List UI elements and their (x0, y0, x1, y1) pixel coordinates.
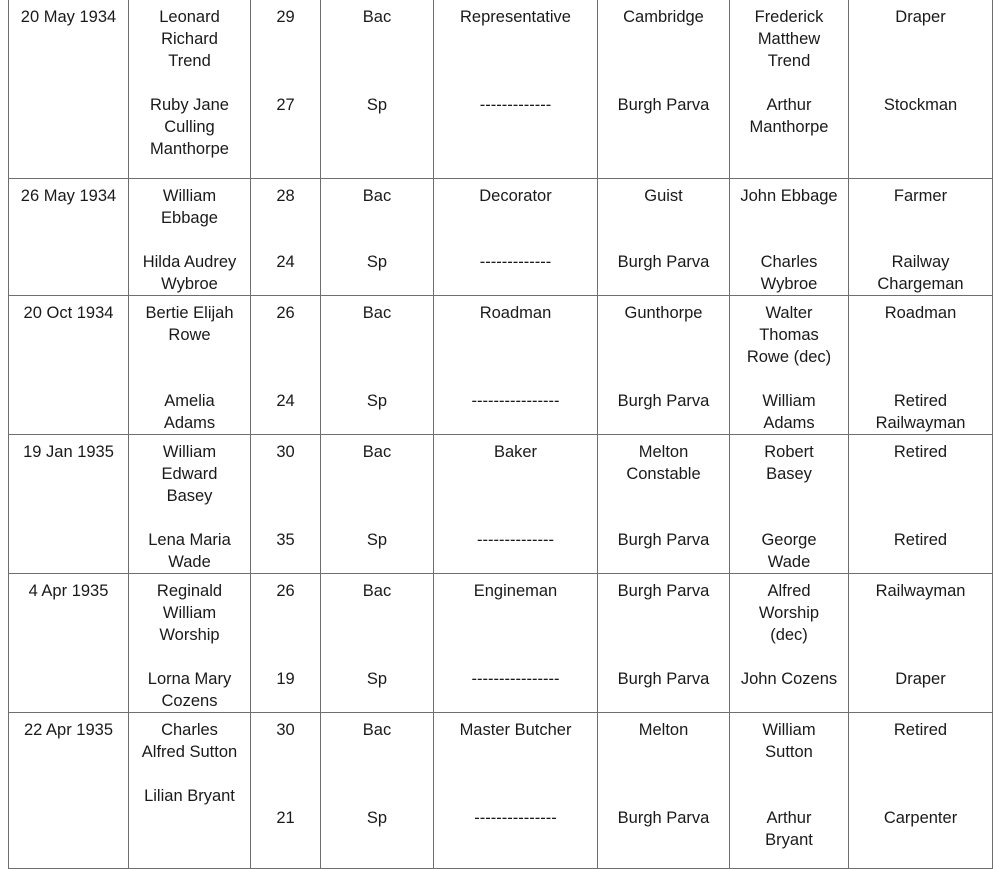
cell-text-line (326, 207, 428, 229)
residence-cell (598, 434, 730, 573)
cell-text-line (603, 324, 724, 346)
cell-text-line: 19 (276, 669, 295, 688)
cell-text-line (326, 785, 428, 807)
cell-text-line (854, 463, 987, 485)
cell-text-line (735, 646, 843, 668)
cell-text-line (439, 507, 592, 529)
cell-text-line: --------------- (474, 808, 557, 827)
cell-text-line: Sp (366, 808, 388, 827)
cell-text-line (439, 646, 592, 668)
cell-text-line: 26 (276, 581, 295, 600)
cell-text-line (854, 368, 987, 390)
cell-text-line (326, 463, 428, 485)
cell-text-line: Burgh Parva (617, 252, 710, 271)
names-cell (129, 178, 251, 295)
cell-text-line: Sp (366, 669, 388, 688)
cell-text-line (854, 485, 987, 507)
cell-text-line (854, 785, 987, 807)
register-entry-row (9, 712, 993, 868)
cell-text-line: Charles (161, 720, 218, 739)
cell-text-line: Basey (766, 464, 812, 483)
cell-text-line (439, 741, 592, 763)
cell-text-line: Sp (366, 252, 388, 271)
cell-text-line: Roadman (884, 303, 957, 322)
cell-text-line (326, 346, 428, 368)
register-entry-row (9, 573, 993, 712)
cell-text-line: Bac (362, 442, 392, 461)
cell-text-line: Bac (362, 186, 392, 205)
cell-text-line (439, 346, 592, 368)
cell-text-line (326, 324, 428, 346)
cell-text-line: ------------- (479, 96, 552, 114)
profession-cell (434, 178, 598, 295)
cell-text-line: Amelia (164, 391, 215, 410)
fathers-name-cell (730, 573, 849, 712)
cell-text-line (854, 763, 987, 785)
cell-text-line (134, 763, 245, 785)
residence-cell (598, 295, 730, 434)
cell-text-line: ------------- (479, 252, 552, 271)
cell-text-line (134, 346, 245, 368)
cell-text-line (603, 28, 724, 50)
cell-text-line: Railwayman (875, 581, 966, 600)
cell-text-line: Gunthorpe (624, 303, 703, 322)
cell-text-line: Burgh Parva (617, 391, 710, 410)
cell-text-line: 24 (276, 252, 295, 271)
cell-text-line: Guist (644, 186, 683, 205)
cell-text-line (854, 646, 987, 668)
condition-cell (321, 0, 434, 178)
cell-text-line: Manthorpe (150, 140, 229, 158)
cell-text-line: (dec) (770, 625, 808, 644)
cell-text-line (326, 602, 428, 624)
cell-text-line (439, 485, 592, 507)
cell-text-line (256, 507, 315, 529)
cell-text-line (854, 507, 987, 529)
cell-text-line (326, 368, 428, 390)
cell-text-line: Thomas (759, 325, 819, 344)
cell-text-line (439, 602, 592, 624)
cell-text-line (439, 763, 592, 785)
cell-text-line: Lena Maria (148, 530, 231, 549)
cell-text-line (439, 207, 592, 229)
date-cell (9, 573, 129, 712)
cell-text-line (854, 72, 987, 94)
cell-text-line (735, 207, 843, 229)
fathers-profession-cell (849, 573, 993, 712)
cell-text-line: Retired (893, 442, 948, 461)
cell-text-line: Railway (891, 252, 950, 271)
cell-text-line: Wade (168, 552, 211, 571)
cell-text-line (735, 763, 843, 785)
cell-text-line: Trend (168, 52, 211, 70)
cell-text-line (256, 346, 315, 368)
names-cell (129, 573, 251, 712)
cell-text-line: Bryant (765, 830, 813, 849)
cell-text-line: 24 (276, 391, 295, 410)
cell-text-line (854, 324, 987, 346)
cell-text-line: -------------- (477, 530, 554, 549)
cell-text-line: Bac (362, 720, 392, 739)
cell-text-line: 20 May 1934 (20, 8, 117, 26)
condition-cell (321, 295, 434, 434)
names-cell (129, 434, 251, 573)
cell-text-line: William (162, 186, 217, 205)
cell-text-line: Matthew (757, 30, 821, 48)
register-entry-row (9, 434, 993, 573)
fathers-profession-cell (849, 434, 993, 573)
cell-text-line: Richard (161, 30, 218, 48)
date-cell (9, 0, 129, 178)
ages-cell (251, 434, 321, 573)
residence-cell (598, 573, 730, 712)
cell-text-line (256, 485, 315, 507)
cell-text-line: Roadman (479, 303, 552, 322)
cell-text-line (735, 507, 843, 529)
cell-text-line: Rowe (dec) (746, 347, 832, 366)
fathers-profession-cell (849, 178, 993, 295)
cell-text-line (735, 229, 843, 251)
date-cell (9, 295, 129, 434)
cell-text-line: 4 Apr 1935 (28, 581, 109, 600)
cell-text-line (854, 741, 987, 763)
cell-text-line (603, 229, 724, 251)
register-entry-row (9, 295, 993, 434)
cell-text-line (439, 324, 592, 346)
cell-text-line: Trend (767, 52, 811, 70)
condition-cell (321, 434, 434, 573)
cell-text-line: John Cozens (740, 669, 838, 688)
profession-cell (434, 434, 598, 573)
cell-text-line: Charles (760, 252, 818, 271)
cell-text-line: ---------------- (471, 669, 560, 688)
cell-text-line (439, 50, 592, 72)
cell-text-line: 35 (276, 530, 295, 549)
fathers-name-cell (730, 295, 849, 434)
cell-text-line (256, 50, 315, 72)
register-entry-row (9, 178, 993, 295)
profession-cell (434, 712, 598, 868)
cell-text-line (326, 229, 428, 251)
cell-text-line: 20 Oct 1934 (23, 303, 114, 322)
cell-text-line: Burgh Parva (617, 669, 710, 688)
profession-cell (434, 573, 598, 712)
cell-text-line: Bertie Elijah (145, 303, 234, 322)
fathers-name-cell (730, 178, 849, 295)
ages-cell (251, 573, 321, 712)
cell-text-line: Melton (638, 720, 689, 739)
cell-text-line: Lilian Bryant (144, 786, 235, 805)
condition-cell (321, 573, 434, 712)
cell-text-line (439, 28, 592, 50)
cell-text-line: Adams (163, 413, 216, 432)
cell-text-line (603, 763, 724, 785)
cell-text-line (326, 741, 428, 763)
cell-text-line (603, 50, 724, 72)
cell-text-line: Retired (893, 530, 948, 549)
cell-text-line: Decorator (479, 186, 552, 205)
cell-text-line (854, 28, 987, 50)
cell-text-line (603, 207, 724, 229)
cell-text-line: 29 (276, 8, 295, 26)
cell-text-line (603, 624, 724, 646)
cell-text-line: Lorna Mary (147, 669, 232, 688)
fathers-name-cell (730, 0, 849, 178)
cell-text-line (603, 602, 724, 624)
cell-text-line: Adams (763, 413, 815, 432)
cell-text-line: Wybroe (760, 274, 818, 293)
cell-text-line (854, 50, 987, 72)
names-cell (129, 295, 251, 434)
cell-text-line: Chargeman (877, 274, 964, 293)
cell-text-line: Retired (893, 391, 948, 410)
cell-text-line: 21 (276, 808, 295, 827)
cell-text-line (256, 229, 315, 251)
cell-text-line (439, 624, 592, 646)
cell-text-line: Stockman (883, 96, 958, 114)
cell-text-line (134, 368, 245, 390)
cell-text-line (256, 28, 315, 50)
cell-text-line: Representative (460, 8, 571, 26)
residence-cell (598, 178, 730, 295)
cell-text-line (256, 624, 315, 646)
cell-text-line (256, 463, 315, 485)
cell-text-line: 26 (276, 303, 295, 322)
cell-text-line (603, 485, 724, 507)
cell-text-line: Worship (758, 603, 820, 622)
cell-text-line: Arthur (766, 808, 812, 827)
cell-text-line: Farmer (893, 186, 948, 205)
cell-text-line: Culling (164, 118, 215, 136)
cell-text-line: Draper (895, 8, 946, 26)
cell-text-line: ---------------- (471, 391, 560, 410)
cell-text-line: 28 (276, 186, 295, 205)
cell-text-line (439, 463, 592, 485)
cell-text-line (603, 646, 724, 668)
cell-text-line (326, 50, 428, 72)
cell-text-line (854, 229, 987, 251)
condition-cell (321, 178, 434, 295)
cell-text-line: Bac (362, 8, 392, 26)
fathers-profession-cell (849, 0, 993, 178)
cell-text-line (256, 602, 315, 624)
cell-text-line: Retired (893, 720, 948, 739)
cell-text-line (603, 507, 724, 529)
cell-text-line: John Ebbage (740, 186, 838, 205)
cell-text-line (256, 785, 315, 807)
fathers-profession-cell (849, 712, 993, 868)
cell-text-line: Draper (895, 669, 946, 688)
ages-cell (251, 712, 321, 868)
profession-cell (434, 295, 598, 434)
cell-text-line: 27 (276, 96, 295, 114)
cell-text-line (134, 229, 245, 251)
date-cell (9, 712, 129, 868)
cell-text-line (439, 785, 592, 807)
cell-text-line (735, 72, 843, 94)
cell-text-line: Melton (638, 442, 689, 461)
cell-text-line (256, 207, 315, 229)
cell-text-line (735, 485, 843, 507)
cell-text-line: Basey (166, 486, 213, 505)
fathers-name-cell (730, 712, 849, 868)
cell-text-line: Ruby Jane (150, 96, 229, 114)
cell-text-line (326, 646, 428, 668)
cell-text-line: Reginald (156, 581, 223, 600)
cell-text-line: Burgh Parva (617, 808, 710, 827)
cell-text-line (603, 741, 724, 763)
register-entry-row (9, 0, 993, 178)
cell-text-line (854, 207, 987, 229)
cell-text-line: Bac (362, 303, 392, 322)
cell-text-line: 19 Jan 1935 (23, 442, 114, 461)
cell-text-line: Sp (366, 530, 388, 549)
cell-text-line (326, 485, 428, 507)
cell-text-line (256, 368, 315, 390)
marriage-register-table (8, 0, 993, 869)
ages-cell (251, 295, 321, 434)
cell-text-line: Wade (767, 552, 811, 571)
cell-text-line: Burgh Parva (617, 530, 710, 549)
cell-text-line (256, 763, 315, 785)
cell-text-line: Carpenter (883, 808, 958, 827)
cell-text-line (326, 507, 428, 529)
cell-text-line (256, 741, 315, 763)
cell-text-line: 26 May 1934 (20, 186, 117, 205)
cell-text-line (439, 229, 592, 251)
date-cell (9, 178, 129, 295)
cell-text-line: Railwayman (875, 413, 966, 432)
fathers-profession-cell (849, 295, 993, 434)
ages-cell (251, 178, 321, 295)
cell-text-line: Burgh Parva (617, 96, 710, 114)
cell-text-line: Cambridge (623, 8, 704, 26)
cell-text-line: Rowe (168, 325, 211, 344)
condition-cell (321, 712, 434, 868)
cell-text-line: Sutton (765, 742, 813, 761)
cell-text-line: Hilda Audrey (142, 252, 237, 271)
cell-text-line: 30 (276, 720, 295, 739)
residence-cell (598, 0, 730, 178)
cell-text-line (256, 646, 315, 668)
cell-text-line: Cozens (161, 691, 218, 710)
cell-text-line: Alfred (767, 581, 811, 600)
cell-text-line (603, 785, 724, 807)
cell-text-line (603, 346, 724, 368)
cell-text-line (256, 72, 315, 94)
cell-text-line: Manthorpe (749, 118, 829, 136)
cell-text-line: William (762, 391, 816, 410)
fathers-name-cell (730, 434, 849, 573)
cell-text-line (735, 785, 843, 807)
cell-text-line (854, 346, 987, 368)
cell-text-line: Walter (765, 303, 813, 322)
cell-text-line: Wybroe (161, 274, 218, 293)
cell-text-line: George (761, 530, 817, 549)
cell-text-line (326, 72, 428, 94)
cell-text-line: Sp (366, 96, 388, 114)
cell-text-line (256, 324, 315, 346)
ages-cell (251, 0, 321, 178)
cell-text-line (603, 368, 724, 390)
cell-text-line (735, 368, 843, 390)
cell-text-line: William (162, 442, 217, 461)
cell-text-line (134, 507, 245, 529)
cell-text-line (854, 602, 987, 624)
names-cell (129, 0, 251, 178)
cell-text-line: William (162, 603, 217, 622)
cell-text-line: Sp (366, 391, 388, 410)
cell-text-line: Burgh Parva (617, 581, 710, 600)
cell-text-line: Master Butcher (459, 720, 572, 739)
cell-text-line: 22 Apr 1935 (24, 720, 113, 739)
cell-text-line (854, 624, 987, 646)
cell-text-line: Alfred Sutton (141, 742, 238, 761)
cell-text-line (603, 72, 724, 94)
cell-text-line: Frederick (754, 8, 824, 26)
cell-text-line (439, 72, 592, 94)
cell-text-line: Engineman (473, 581, 558, 600)
cell-text-line (326, 28, 428, 50)
cell-text-line: 30 (276, 442, 295, 461)
cell-text-line (134, 72, 245, 94)
profession-cell (434, 0, 598, 178)
cell-text-line: Worship (159, 625, 220, 644)
cell-text-line: Edward (161, 464, 218, 483)
cell-text-line: Arthur (766, 96, 812, 114)
date-cell (9, 434, 129, 573)
cell-text-line: Baker (493, 442, 538, 461)
cell-text-line: Leonard (159, 8, 220, 26)
cell-text-line: Robert (764, 442, 814, 461)
cell-text-line: Ebbage (161, 208, 218, 227)
cell-text-line: Constable (626, 464, 701, 483)
cell-text-line (326, 763, 428, 785)
cell-text-line (439, 368, 592, 390)
names-cell (129, 712, 251, 868)
cell-text-line: Bac (362, 581, 392, 600)
residence-cell (598, 712, 730, 868)
cell-text-line (134, 646, 245, 668)
cell-text-line: William (762, 720, 816, 739)
cell-text-line (326, 624, 428, 646)
